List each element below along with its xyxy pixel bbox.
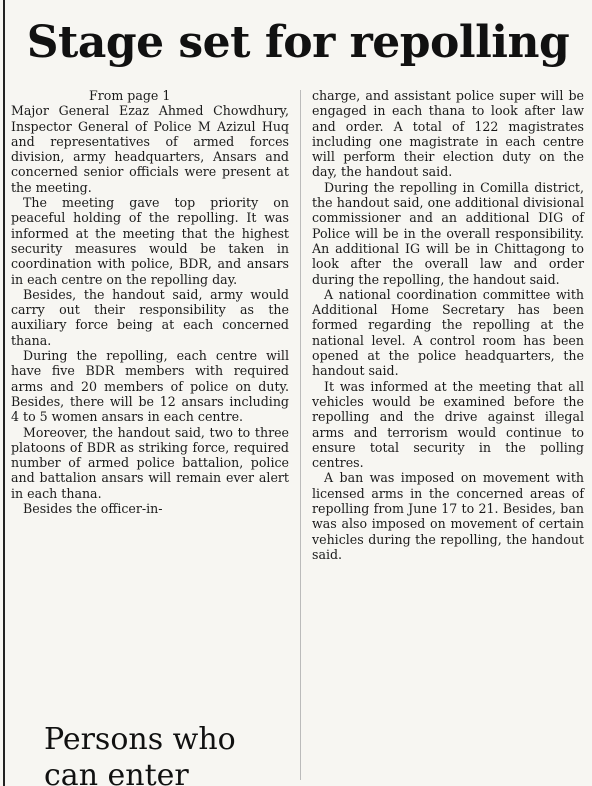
next-article-headline: Persons who can enter [44, 722, 236, 786]
paragraph: During the repolling, each centre will have five BDR members with required arms and 20 members of police on duty. Besides, there will be 12 ansars including 4 to 5 women ansars in each centre. [11, 348, 289, 425]
left-border-rule [3, 0, 5, 786]
paragraph: A ban was imposed on movement with licensed arms in the concerned areas of repolling from June 17 to 21. Besides, ban was also imposed on movement of certain vehicles during the repolling, the handout said. [312, 470, 584, 562]
paragraph: Besides the officer-in- [23, 501, 163, 517]
paragraph: Moreover, the handout said, two to three platoons of BDR as striking force, required number of armed police battalion, police and battalion ansars will remain ever alert in each thana. [11, 424, 289, 501]
column-divider [300, 90, 301, 780]
paragraph: It was informed at the meeting that all vehicles would be examined before the repolling and the drive against illegal arms and terrorism would continue to ensure total security in the polling centres. [312, 378, 584, 471]
right-column [312, 88, 584, 562]
paragraph: charge, and assistant police super will be engaged in each thana to look after law and order. A total of 122 magistrates including one magistrate in each centre will perform their election duty on the day, the handout said. [312, 88, 584, 180]
paragraph: The meeting gave top priority on peaceful holding of the repolling. It was informed at the meeting that the highest security measures would be taken in coordination with police, BDR, and ansars in each centre on the repolling day. [11, 195, 289, 287]
paragraph: Besides, the handout said, army would carry out their responsibility as the auxiliary force being at each concerned thana. [11, 286, 289, 348]
paragraph: A national coordination committee with Additional Home Secretary has been formed regarding the repolling at the national level. A control room has been opened at the police headquarters, the handout said. [312, 286, 584, 379]
left-column [11, 88, 289, 516]
paragraph: During the repolling in Comilla district, the handout said, one additional divisional commissioner and an additional DIG of Police will be in the overall responsibility. An additional IG will be in Chittagong to look after the overall law and order during the repolling, the handout said. [312, 179, 584, 287]
continuation-line: From page 1 [89, 88, 171, 103]
paragraph: Major General Ezaz Ahmed Chowdhury, Inspector General of Police M Azizul Huq and representatives of armed forces division, army headquarters, Ansars and concerned senior officials were present at the meeting. [11, 103, 289, 195]
article-headline: Stage set for repolling [26, 17, 570, 68]
